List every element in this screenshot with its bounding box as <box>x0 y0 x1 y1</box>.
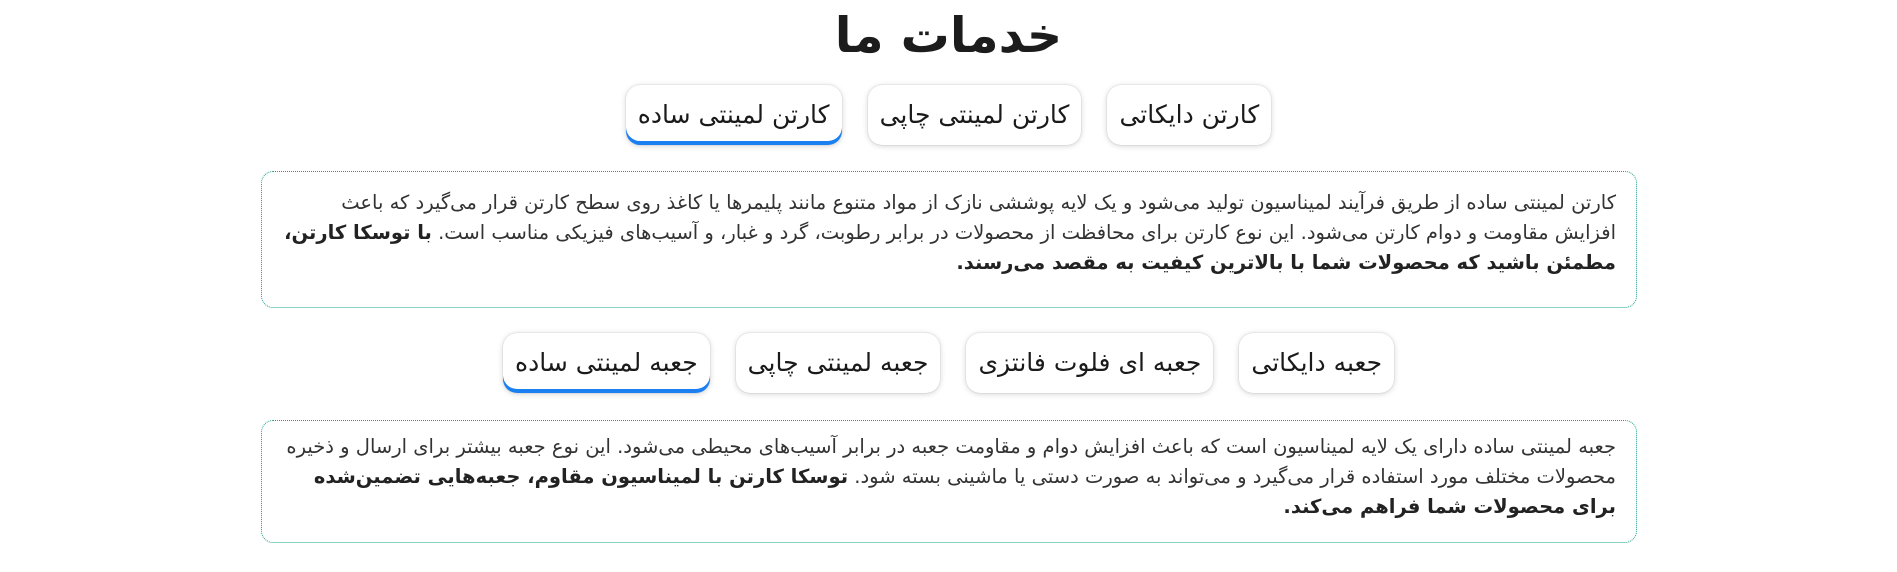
carton-tabs <box>0 85 1897 145</box>
tab-fancy-flute-box[interactable]: جعبه ای فلوت فانتزی <box>966 333 1213 393</box>
carton-description-highlight: با توسکا کارتن، مطمئن باشید که محصولات شما با بالاترین کیفیت به مقصد می‌رسند. <box>284 221 1616 274</box>
box-description-text: جعبه لمینتی ساده دارای یک لایه لمیناسیون است که باعث افزایش دوام و مقاومت جعبه در برابر آسیب‌های محیطی می‌شود. این نوع جعبه بیشتر برای ارسال و ذخیره محصولات مختلف مورد استفاده قرار می‌گیرد و می‌تواند به صورت دستی یا ماشینی بسته شود. <box>286 435 1616 488</box>
tab-die-cut-carton[interactable]: کارتن دایکاتی <box>1107 85 1271 145</box>
tab-die-cut-box[interactable]: جعبه دایکاتی <box>1239 333 1394 393</box>
page-title: خدمات ما <box>834 7 1063 64</box>
tab-printed-laminated-box[interactable]: جعبه لمینتی چاپی <box>736 333 941 393</box>
tab-plain-laminated-carton[interactable]: کارتن لمینتی ساده <box>626 85 842 145</box>
carton-description-text: کارتن لمینتی ساده از طریق فرآیند لمیناسیون تولید می‌شود و یک لایه پوششی نازک از مواد متنوع مانند پلیمرها یا کاغذ روی سطح کارتن قرار می‌گیرد که باعث افزایش مقاومت و دوام کارتن می‌شود. این نوع کارتن برای محافظت از محصولات در برابر رطوبت، گرد و غبار، و آسیب‌های فیزیکی مناسب است. <box>341 191 1616 244</box>
box-description-panel <box>261 420 1637 543</box>
box-description-highlight: توسکا کارتن با لمیناسیون مقاوم، جعبه‌هایی تضمین‌شده برای محصولات شما فراهم می‌کند. <box>313 465 1616 518</box>
tab-plain-laminated-box[interactable]: جعبه لمینتی ساده <box>503 333 710 393</box>
tab-printed-laminated-carton[interactable]: کارتن لمینتی چاپی <box>868 85 1082 145</box>
box-tabs <box>0 333 1897 393</box>
carton-description-panel <box>261 171 1637 308</box>
